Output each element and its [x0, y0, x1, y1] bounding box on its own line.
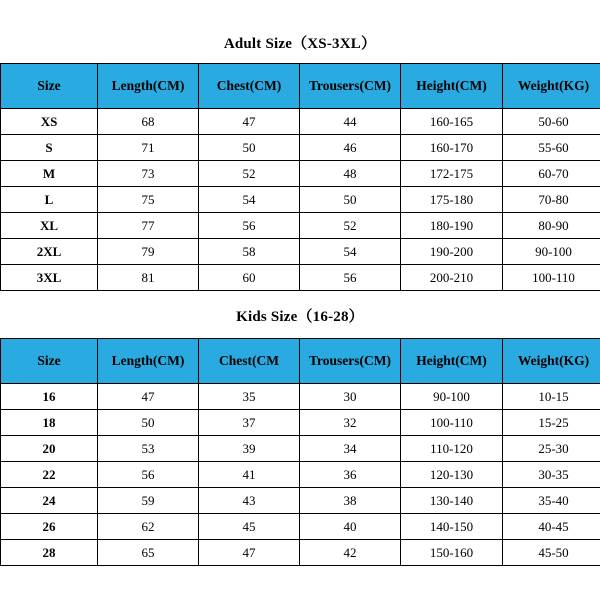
table-row — [1, 161, 600, 187]
cell-height: 190-200 — [401, 239, 503, 265]
cell-height: 172-175 — [401, 161, 503, 187]
cell-trousers: 42 — [300, 540, 401, 566]
cell-trousers: 54 — [300, 239, 401, 265]
cell-height: 100-110 — [401, 410, 503, 436]
column-header-chest: Chest(CM — [199, 339, 300, 384]
cell-length: 47 — [98, 384, 199, 410]
cell-weight: 30-35 — [503, 462, 600, 488]
cell-size: XS — [1, 109, 98, 135]
cell-size: 26 — [1, 514, 98, 540]
cell-trousers: 52 — [300, 213, 401, 239]
cell-trousers: 30 — [300, 384, 401, 410]
adult-table-head — [1, 64, 600, 109]
table-row — [1, 384, 600, 410]
cell-trousers: 48 — [300, 161, 401, 187]
table-row — [1, 109, 600, 135]
cell-chest: 47 — [199, 540, 300, 566]
cell-weight: 25-30 — [503, 436, 600, 462]
cell-height: 130-140 — [401, 488, 503, 514]
cell-length: 71 — [98, 135, 199, 161]
cell-weight: 45-50 — [503, 540, 600, 566]
cell-height: 120-130 — [401, 462, 503, 488]
table-row — [1, 410, 600, 436]
cell-weight: 10-15 — [503, 384, 600, 410]
column-header-weight: Weight(KG) — [503, 64, 600, 109]
cell-height: 160-170 — [401, 135, 503, 161]
cell-weight: 35-40 — [503, 488, 600, 514]
column-header-trousers: Trousers(CM) — [300, 339, 401, 384]
cell-size: M — [1, 161, 98, 187]
cell-trousers: 50 — [300, 187, 401, 213]
cell-size: 22 — [1, 462, 98, 488]
table-header-row — [1, 64, 600, 109]
table-row — [1, 187, 600, 213]
kids-size-section — [0, 291, 600, 566]
cell-height: 175-180 — [401, 187, 503, 213]
table-row — [1, 540, 600, 566]
cell-size: 18 — [1, 410, 98, 436]
table-row — [1, 488, 600, 514]
cell-height: 200-210 — [401, 265, 503, 291]
cell-height: 140-150 — [401, 514, 503, 540]
table-row — [1, 239, 600, 265]
cell-length: 50 — [98, 410, 199, 436]
cell-chest: 60 — [199, 265, 300, 291]
cell-length: 56 — [98, 462, 199, 488]
column-header-height: Height(CM) — [401, 339, 503, 384]
cell-chest: 58 — [199, 239, 300, 265]
cell-chest: 52 — [199, 161, 300, 187]
cell-chest: 56 — [199, 213, 300, 239]
cell-chest: 39 — [199, 436, 300, 462]
cell-length: 59 — [98, 488, 199, 514]
column-header-weight: Weight(KG) — [503, 339, 600, 384]
kids-table-body — [1, 384, 600, 566]
cell-height: 180-190 — [401, 213, 503, 239]
cell-trousers: 46 — [300, 135, 401, 161]
cell-size: S — [1, 135, 98, 161]
table-row — [1, 436, 600, 462]
table-header-row — [1, 339, 600, 384]
adult-table-body — [1, 109, 600, 291]
adult-size-table — [0, 63, 600, 291]
cell-height: 90-100 — [401, 384, 503, 410]
column-header-height: Height(CM) — [401, 64, 503, 109]
cell-weight: 40-45 — [503, 514, 600, 540]
cell-weight: 80-90 — [503, 213, 600, 239]
cell-chest: 35 — [199, 384, 300, 410]
cell-length: 68 — [98, 109, 199, 135]
adult-size-title: Adult Size（XS-3XL） — [223, 36, 377, 52]
cell-size: 24 — [1, 488, 98, 514]
cell-length: 77 — [98, 213, 199, 239]
cell-chest: 47 — [199, 109, 300, 135]
cell-length: 53 — [98, 436, 199, 462]
column-header-length: Length(CM) — [98, 339, 199, 384]
cell-trousers: 36 — [300, 462, 401, 488]
cell-chest: 37 — [199, 410, 300, 436]
kids-table-head — [1, 339, 600, 384]
cell-length: 81 — [98, 265, 199, 291]
column-header-size: Size — [1, 64, 98, 109]
cell-size: XL — [1, 213, 98, 239]
cell-trousers: 56 — [300, 265, 401, 291]
table-row — [1, 514, 600, 540]
cell-size: 3XL — [1, 265, 98, 291]
column-header-size: Size — [1, 339, 98, 384]
cell-trousers: 34 — [300, 436, 401, 462]
cell-trousers: 32 — [300, 410, 401, 436]
cell-length: 73 — [98, 161, 199, 187]
cell-size: L — [1, 187, 98, 213]
cell-weight: 15-25 — [503, 410, 600, 436]
cell-trousers: 40 — [300, 514, 401, 540]
kids-size-title: Kids Size（16-28） — [236, 309, 364, 325]
cell-weight: 70-80 — [503, 187, 600, 213]
cell-weight: 55-60 — [503, 135, 600, 161]
cell-chest: 45 — [199, 514, 300, 540]
cell-height: 150-160 — [401, 540, 503, 566]
cell-height: 160-165 — [401, 109, 503, 135]
cell-size: 16 — [1, 384, 98, 410]
cell-length: 79 — [98, 239, 199, 265]
cell-length: 62 — [98, 514, 199, 540]
cell-length: 65 — [98, 540, 199, 566]
cell-weight: 50-60 — [503, 109, 600, 135]
cell-trousers: 38 — [300, 488, 401, 514]
cell-size: 2XL — [1, 239, 98, 265]
adult-size-section — [0, 0, 600, 291]
cell-chest: 54 — [199, 187, 300, 213]
cell-length: 75 — [98, 187, 199, 213]
table-row — [1, 135, 600, 161]
column-header-trousers: Trousers(CM) — [300, 64, 401, 109]
cell-weight: 60-70 — [503, 161, 600, 187]
cell-trousers: 44 — [300, 109, 401, 135]
cell-weight: 90-100 — [503, 239, 600, 265]
cell-chest: 41 — [199, 462, 300, 488]
cell-chest: 50 — [199, 135, 300, 161]
cell-height: 110-120 — [401, 436, 503, 462]
cell-chest: 43 — [199, 488, 300, 514]
column-header-chest: Chest(CM) — [199, 64, 300, 109]
table-row — [1, 265, 600, 291]
kids-size-table — [0, 338, 600, 566]
column-header-length: Length(CM) — [98, 64, 199, 109]
table-row — [1, 213, 600, 239]
cell-size: 28 — [1, 540, 98, 566]
cell-size: 20 — [1, 436, 98, 462]
table-row — [1, 462, 600, 488]
cell-weight: 100-110 — [503, 265, 600, 291]
